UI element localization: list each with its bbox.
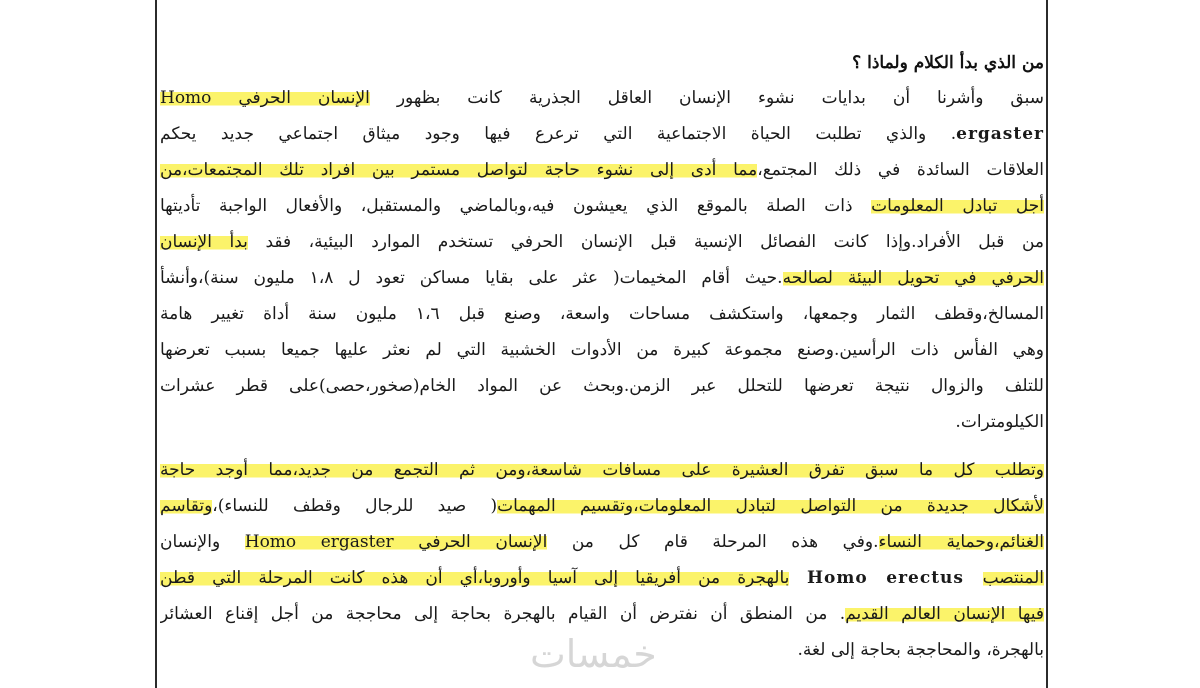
text-line bbox=[160, 488, 1044, 524]
text-line bbox=[160, 368, 1044, 404]
text-line bbox=[160, 116, 1044, 152]
text-segment: ergaster bbox=[956, 124, 1044, 144]
text-line bbox=[160, 260, 1044, 296]
text-segment: ذات الصلة بالموقع الذي يعيشون فيه،وبالماضي والمستقبل، والأفعال الواجبة تأديتها bbox=[160, 196, 872, 216]
text-segment: سبق وأشرنا أن بدايات نشوء الإنسان العاقل الجذرية كانت بظهور bbox=[369, 88, 1044, 108]
highlighted-text: مما أدى إلى نشوء حاجة لتواصل مستمر بين افراد تلك المجتمعات،من bbox=[160, 160, 758, 180]
highlighted-text: الإنسان الحرفي Homo ergaster bbox=[244, 532, 548, 552]
highlighted-text: بدأ الإنسان bbox=[160, 232, 248, 252]
text-line bbox=[160, 332, 1044, 368]
text-line bbox=[160, 80, 1044, 116]
text-line bbox=[160, 596, 1044, 632]
highlighted-text: الغنائم،وحماية النساء bbox=[878, 532, 1044, 552]
text-segment: والإنسان bbox=[160, 532, 245, 552]
highlighted-text: الإنسان الحرفي Homo bbox=[160, 88, 370, 108]
paragraph-1 bbox=[160, 80, 1044, 440]
text-segment: Homo erectus bbox=[789, 568, 983, 588]
text-segment: .وفي هذه المرحلة قام كل من bbox=[547, 532, 879, 552]
text-line bbox=[160, 224, 1044, 260]
highlighted-text: الحرفي في تحويل البيئة لصالحه bbox=[782, 268, 1044, 288]
page-right-edge bbox=[1046, 0, 1048, 688]
watermark-logo: خمسات bbox=[530, 632, 657, 676]
text-line bbox=[160, 188, 1044, 224]
highlighted-text: أجل تبادل المعلومات bbox=[871, 196, 1044, 216]
text-segment: .حيث أقام المخيمات( عثر على بقايا مساكن تعود ل ١،٨ مليون سنة)،وأنشأ bbox=[160, 268, 783, 288]
highlighted-text: وتقاسم bbox=[160, 496, 213, 516]
text-segment: المسالخ،وقطف الثمار وجمعها، واستكشف مساحات واسعة، وصنع قبل ١،٦ مليون سنة أداة تغيير هامة bbox=[160, 304, 1044, 324]
highlighted-text: لأشكال جديدة من التواصل لتبادل المعلومات،وتقسيم المهمات bbox=[497, 496, 1044, 516]
highlighted-text: وتطلب كل ما سبق تفرق العشيرة على مسافات شاسعة،ومن ثم التجمع من جديد،مما أوجد حاجة bbox=[160, 460, 1044, 480]
text-segment: من قبل الأفراد.وإذا كانت الفصائل الإنسية قبل الإنسان الحرفي تستخدم الموارد البيئية، فقد bbox=[247, 232, 1044, 252]
text-line bbox=[160, 560, 1044, 596]
page-left-edge bbox=[155, 0, 157, 688]
section-heading: من الذي بدأ الكلام ولماذا ؟ bbox=[852, 53, 1044, 73]
text-segment: العلاقات السائدة في ذلك المجتمع، bbox=[757, 160, 1044, 180]
highlighted-text: المنتصب bbox=[982, 568, 1044, 588]
highlighted-text: بالهجرة من أفريقيا إلى آسيا وأوروبا، bbox=[477, 568, 790, 588]
text-line bbox=[160, 404, 1044, 440]
text-line bbox=[160, 296, 1044, 332]
text-segment: للتلف والزوال نتيجة تعرضها للتحلل عبر الزمن.وبحث عن المواد الخام(صخور،حصى)على قطر عشرات bbox=[160, 376, 1044, 396]
highlighted-text: أي أن هذه كانت المرحلة التي قطن bbox=[160, 568, 478, 588]
text-segment: وهي الفأس ذات الرأسين.وصنع مجموعة كبيرة من الأدوات الخشبية التي لم نعثر عليها جميعا بسبب تعرضها bbox=[160, 340, 1044, 360]
text-segment: الكيلومترات. bbox=[955, 412, 1044, 432]
document-page bbox=[160, 0, 1044, 688]
text-line bbox=[160, 152, 1044, 188]
highlighted-text: فيها الإنسان العالم القديم bbox=[845, 604, 1044, 624]
text-line bbox=[160, 452, 1044, 488]
text-segment: بالهجرة، والمحاججة بحاجة إلى لغة. bbox=[797, 640, 1044, 660]
text-segment: . من المنطق أن نفترض أن القيام بالهجرة بحاجة إلى محاججة من أجل إقناع العشائر bbox=[160, 604, 846, 624]
text-segment: . والذي تطلبت الحياة الاجتماعية التي ترعرع فيها وجود ميثاق اجتماعي جديد يحكم bbox=[160, 124, 957, 144]
text-line bbox=[160, 524, 1044, 560]
text-segment: ( صيد للرجال وقطف للنساء)، bbox=[212, 496, 498, 516]
